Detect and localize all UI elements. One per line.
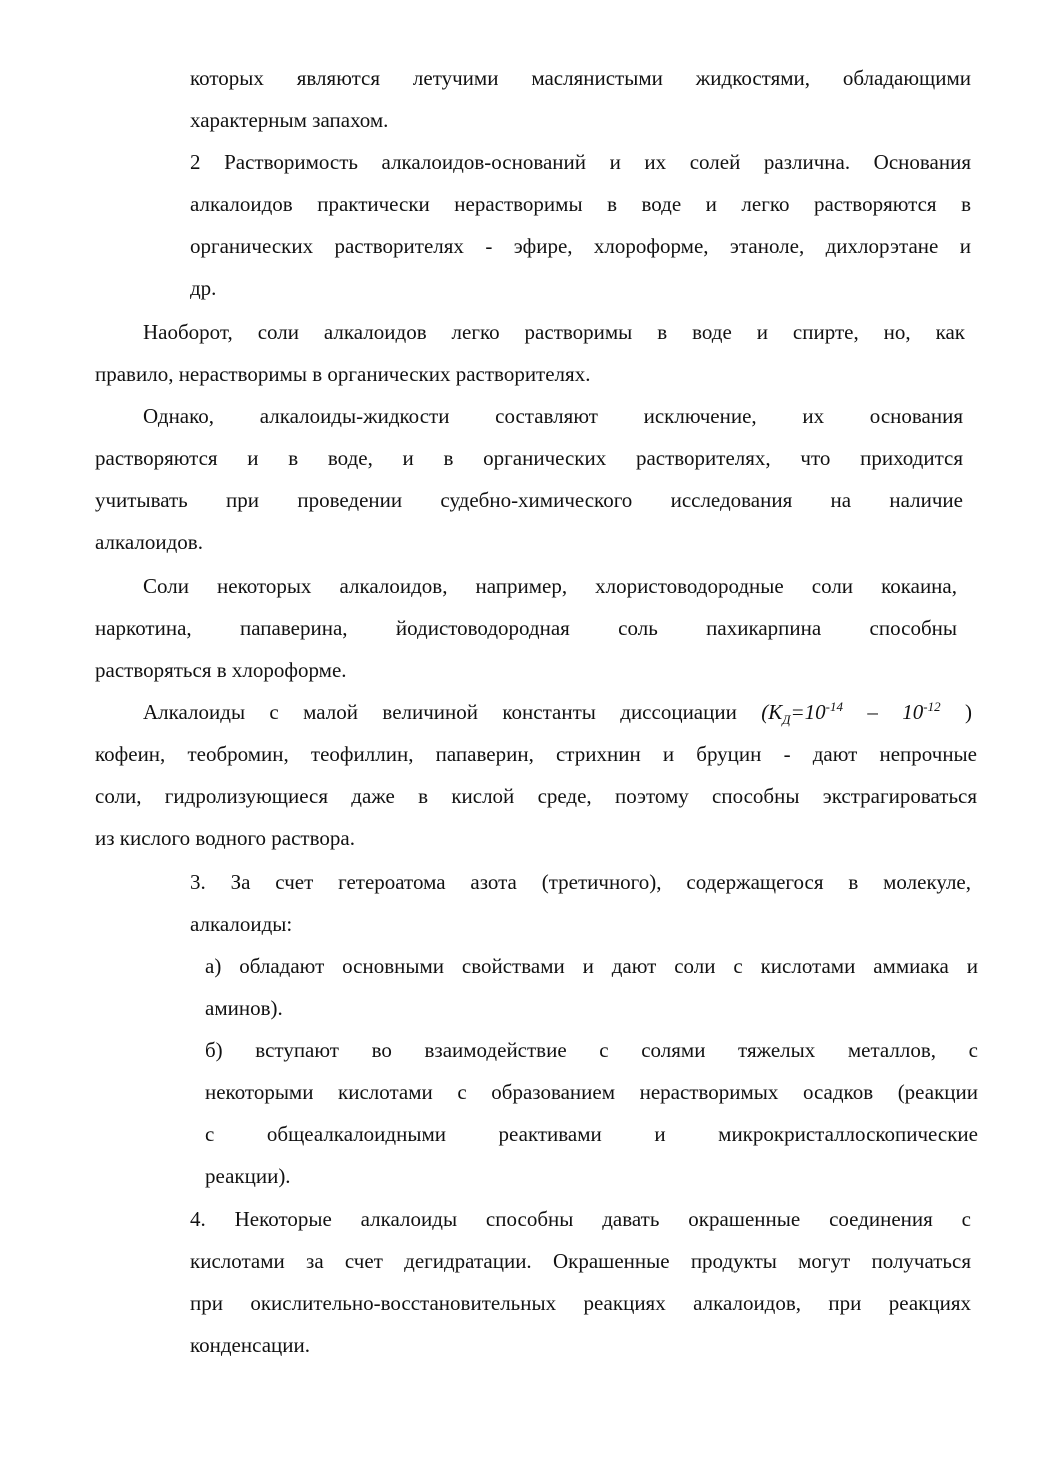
formula-dash: – bbox=[867, 700, 878, 724]
text-line: Наоборот, соли алкалоидов легко растворимы в воде и спирте, но, как bbox=[143, 320, 965, 344]
text-line: 4. Некоторые алкалоиды способны давать окрашенные соединения с bbox=[190, 1207, 971, 1231]
paragraph-volatile-alkaloids bbox=[190, 57, 971, 141]
text-line: Соли некоторых алкалоидов, например, хлористоводородные соли кокаина, bbox=[143, 574, 957, 598]
paragraph-dissociation-constant bbox=[95, 691, 977, 859]
text-line: кофеин, теобромин, теофиллин, папаверин, стрихнин и бруцин - дают непрочные bbox=[95, 742, 977, 766]
text-line: которых являются летучими маслянистыми жидкостями, обладающими bbox=[190, 66, 971, 90]
text-line: кислотами за счет дегидратации. Окрашенные продукты могут получаться bbox=[190, 1249, 971, 1273]
paragraph-liquid-alkaloids bbox=[95, 395, 963, 563]
text-line: б) вступают во взаимодействие с солями тяжелых металлов, с bbox=[205, 1038, 978, 1062]
text-line: аминов). bbox=[205, 996, 283, 1020]
text-line: с общеалкалоидными реактивами и микрокристаллоскопические bbox=[205, 1122, 978, 1146]
text-line: органических растворителях - эфире, хлороформе, этаноле, дихлорэтане и bbox=[190, 234, 971, 258]
list-item-a bbox=[205, 945, 978, 1029]
text-line: наркотина, папаверина, йодистоводородная соль пахикарпина способны bbox=[95, 616, 957, 640]
text-line: алкалоиды: bbox=[190, 912, 293, 936]
text-line: алкалоидов практически нерастворимы в воде и легко растворяются в bbox=[190, 192, 971, 216]
text-line-with-formula bbox=[95, 691, 972, 733]
text-line: растворяться в хлороформе. bbox=[95, 658, 347, 682]
text-line: растворяются и в воде, и в органических растворителях, что приходится bbox=[95, 446, 963, 470]
formula-upper-bound: $10^{-12}$ bbox=[902, 699, 941, 724]
text-line: конденсации. bbox=[190, 1333, 310, 1357]
text-segment: Алкалоиды с малой величиной константы диссоциации bbox=[143, 700, 737, 724]
text-line: 2 Растворимость алкалоидов-оснований и их солей различна. Основания bbox=[190, 150, 971, 174]
text-line: некоторыми кислотами с образованием нерастворимых осадков (реакции bbox=[205, 1080, 978, 1104]
text-line: 3. За счет гетероатома азота (третичного), содержащегося в молекуле, bbox=[190, 870, 971, 894]
paragraph-colored-compounds-item-4 bbox=[190, 1198, 971, 1366]
paragraph-chloroform-salts bbox=[95, 565, 957, 691]
text-line: правило, нерастворимы в органических растворителях. bbox=[95, 362, 591, 386]
formula-close-paren: ) bbox=[965, 700, 972, 724]
text-line: др. bbox=[190, 276, 217, 300]
text-line: учитывать при проведении судебно-химического исследования на наличие bbox=[95, 488, 963, 512]
text-line: при окислительно-восстановительных реакциях алкалоидов, при реакциях bbox=[190, 1291, 971, 1315]
text-line: алкалоидов. bbox=[95, 530, 203, 554]
paragraph-salts-solubility bbox=[95, 311, 965, 395]
text-line: а) обладают основными свойствами и дают соли с кислотами аммиака и bbox=[205, 954, 978, 978]
text-line: Однако, алкалоиды-жидкости составляют исключение, их основания bbox=[143, 404, 963, 428]
text-line: соли, гидролизующиеся даже в кислой среде, поэтому способны экстрагироваться bbox=[95, 784, 977, 808]
list-item-b bbox=[205, 1029, 978, 1197]
text-line: из кислого водного раствора. bbox=[95, 826, 355, 850]
text-line: реакции). bbox=[205, 1164, 291, 1188]
paragraph-solubility-item-2 bbox=[190, 141, 971, 309]
text-line: характерным запахом. bbox=[190, 108, 389, 132]
dissociation-formula: ($К_Д=10^{-14}$ bbox=[761, 699, 843, 728]
paragraph-nitrogen-item-3 bbox=[190, 861, 971, 945]
